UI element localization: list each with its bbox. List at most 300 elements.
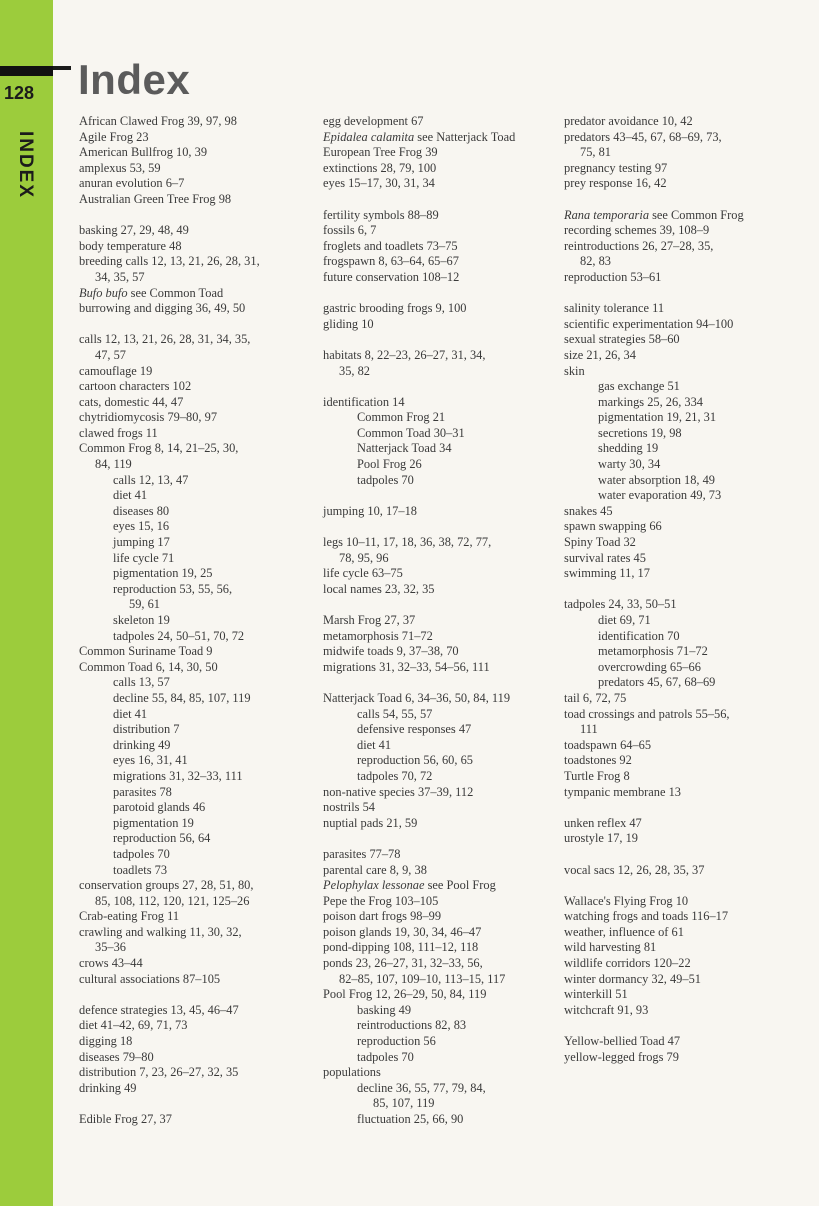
index-entry-text: spawn swapping 66 [564,519,662,534]
index-entry-text: froglets and toadlets 73–75 [323,238,458,253]
index-entry [323,395,555,411]
index-entry-text: migrations 31, 32–33, 54–56, 111 [323,659,490,674]
index-entry-text: shedding 19 [598,441,659,456]
index-entry-text: 35, 82 [339,363,370,378]
index-entry [323,364,555,380]
index-entry [79,1081,304,1097]
index-entry [79,348,304,364]
index-subentry [564,379,804,395]
index-entry [79,1003,304,1019]
index-entry [323,208,555,224]
index-entry-text: reproduction 53, 55, 56, [113,581,233,596]
index-subentry [79,566,304,582]
index-entry-text: eyes 15–17, 30, 31, 34 [323,176,435,191]
index-entry-text: metamorphosis 71–72 [598,644,708,659]
index-entry-text: decline 55, 84, 85, 107, 119 [113,690,251,705]
index-subentry [323,738,555,754]
index-entry-text: 59, 61 [129,597,160,612]
index-entry-text: diet 41 [357,737,392,752]
index-entry [564,254,804,270]
index-entry [564,145,804,161]
index-entry [79,1050,304,1066]
index-entry-text: wildlife corridors 120–22 [564,956,691,971]
index-subentry [79,785,304,801]
index-entry [323,145,555,161]
index-entry [323,254,555,270]
index-entry [564,831,804,847]
title-rule [53,66,71,70]
index-entry-text: 78, 95, 96 [339,550,389,565]
index-entry-text: poison dart frogs 98–99 [323,909,442,924]
index-entry-text: pregnancy testing 97 [564,160,668,175]
index-entry-text: cartoon characters 102 [79,379,192,394]
index-entry-text: digging 18 [79,1034,133,1049]
index-entry-text: populations [323,1065,381,1080]
index-entry-text: tadpoles 70 [357,1049,414,1064]
index-subentry [79,769,304,785]
page-number: 128 [4,83,35,103]
index-subentry [564,488,804,504]
index-entry-text: pigmentation 19 [113,815,194,830]
index-entry-text: swimming 11, 17 [564,566,650,581]
index-subentry [564,660,804,676]
index-letter-group [79,223,304,317]
index-subentry [564,675,804,691]
index-entry [79,254,304,270]
index-entry-text: winterkill 51 [564,987,628,1002]
index-entry-text: Australian Green Tree Frog 98 [79,191,232,206]
index-entry [323,535,555,551]
index-letter-group [564,597,804,800]
index-subentry [564,613,804,629]
index-entry [79,441,304,457]
index-entry [323,582,555,598]
index-subentry [79,582,304,598]
index-entry [79,457,304,473]
index-entry [564,208,804,224]
index-entry-text: gastric brooding frogs 9, 100 [323,301,467,316]
index-letter-group [564,208,804,286]
index-entry-text: wild harvesting 81 [564,940,657,955]
index-entry-text: 85, 108, 112, 120, 121, 125–26 [95,893,250,908]
index-entry-text: jumping 10, 17–18 [323,503,417,518]
index-letter-group [564,1034,804,1065]
index-subentry [323,410,555,426]
side-tab-label: INDEX [15,130,37,200]
index-entry-text: Turtle Frog 8 [564,768,630,783]
index-entry-text: cats, domestic 44, 47 [79,394,184,409]
index-entry [564,332,804,348]
index-entry-text: Pelophylax lessonae [323,878,425,893]
index-entry-text: Marsh Frog 27, 37 [323,613,416,627]
index-entry-text: markings 25, 26, 334 [598,394,703,409]
index-entry [564,519,804,535]
index-entry [79,176,304,192]
index-entry-cross-ref: see Pool Frog [424,878,496,893]
index-subentry [79,722,304,738]
index-entry [564,972,804,988]
index-entry [323,785,555,801]
index-entry-text: nuptial pads 21, 59 [323,815,418,830]
index-entry-cross-ref: see Common Toad [127,285,224,300]
index-subentry [79,675,304,691]
index-entry-text: fertility symbols 88–89 [323,207,439,222]
index-entry-text: pond-dipping 108, 111–12, 118 [323,940,479,955]
index-column-1 [79,114,304,1143]
index-letter-group [323,348,555,379]
index-entry-text: Natterjack Toad 6, 34–36, 50, 84, 119 [323,690,511,705]
index-entry-text: tadpoles 24, 33, 50–51 [564,597,677,612]
index-letter-group [79,1112,304,1128]
index-entry [323,1065,555,1081]
index-letter-group [79,114,304,208]
index-subentry [79,629,304,645]
index-entry-text: gliding 10 [323,316,374,331]
index-entry-text: Crab-eating Frog 11 [79,909,180,924]
index-entry-text: crows 43–44 [79,956,143,971]
index-entry [79,660,304,676]
index-entry-text: identification 70 [598,628,680,643]
index-entry-text: Common Frog 8, 14, 21–25, 30, [79,441,239,456]
index-entry [323,956,555,972]
index-entry [564,722,804,738]
index-letter-group [323,114,555,192]
side-tab-label-wrap [5,110,45,220]
index-entry-text: tympanic membrane 13 [564,784,681,799]
index-entry [79,972,304,988]
index-letter-group [564,863,804,879]
index-entry-text: jumping 17 [113,535,170,550]
index-entry [79,286,304,302]
index-entry [323,504,555,520]
index-entry-text: egg development 67 [323,114,424,128]
index-entry [323,301,555,317]
index-entry [564,504,804,520]
index-entry-text: breeding calls 12, 13, 21, 26, 28, 31, [79,254,260,269]
index-entry [564,940,804,956]
index-subentry [323,722,555,738]
index-subentry [323,1034,555,1050]
index-entry-text: vocal sacs 12, 26, 28, 35, 37 [564,862,705,877]
index-entry-text: calls 54, 55, 57 [357,706,433,721]
index-entry-text: decline 36, 55, 77, 79, 84, [357,1080,486,1095]
index-entry [564,987,804,1003]
index-entry [564,161,804,177]
index-entry-text: poison glands 19, 30, 34, 46–47 [323,924,482,939]
index-entry-text: toad crossings and patrols 55–56, [564,706,730,721]
index-entry-text: pigmentation 19, 25 [113,566,213,581]
index-entry-text: future conservation 108–12 [323,269,460,284]
index-entry [564,597,804,613]
index-entry [79,145,304,161]
index-entry-text: Wallace's Flying Frog 10 [564,893,689,908]
index-entry-text: tadpoles 70 [113,846,170,861]
index-entry-text: Common Toad 30–31 [357,425,465,440]
index-entry-text: diet 69, 71 [598,613,651,627]
index-entry [79,894,304,910]
index-entry [323,644,555,660]
index-entry-text: secretions 19, 98 [598,425,682,440]
index-entry [323,847,555,863]
index-subentry [323,769,555,785]
index-entry [564,691,804,707]
index-subentry [323,707,555,723]
index-subentry [79,847,304,863]
index-entry [564,317,804,333]
index-subentry [323,1003,555,1019]
index-entry-text: Natterjack Toad 34 [357,441,452,456]
index-entry [323,863,555,879]
index-entry-text: overcrowding 65–66 [598,659,701,674]
index-entry-text: 82–85, 107, 109–10, 113–15, 117 [339,971,506,986]
index-entry-text: Common Suriname Toad 9 [79,644,213,659]
index-entry [79,956,304,972]
index-entry-text: diseases 80 [113,503,170,518]
index-entry [564,1034,804,1050]
index-entry-text: recording schemes 39, 108–9 [564,223,710,238]
index-entry-text: midwife toads 9, 37–38, 70 [323,644,459,659]
index-entry-text: toadstones 92 [564,753,632,768]
index-entry-text: life cycle 63–75 [323,566,403,581]
index-entry-text: parental care 8, 9, 38 [323,862,427,877]
index-entry-text: calls 12, 13, 21, 26, 28, 31, 34, 35, [79,332,251,347]
index-subentry [323,1096,555,1112]
index-subentry [79,816,304,832]
index-entry-text: skin [564,363,585,378]
index-entry-text: diet 41 [113,488,148,503]
index-entry-text: Bufo bufo [79,285,128,300]
index-entry-text: water evaporation 49, 73 [598,488,722,503]
index-column-2 [323,114,555,1143]
index-entry-text: size 21, 26, 34 [564,347,636,362]
index-entry [564,114,804,130]
index-entry [79,1034,304,1050]
index-entry [323,161,555,177]
index-entry-text: 75, 81 [580,145,611,160]
index-entry-text: European Tree Frog 39 [323,145,438,160]
index-entry-text: parasites 78 [113,784,172,799]
index-entry-text: Rana temporaria [564,207,650,222]
index-entry [323,940,555,956]
index-letter-group [564,894,804,1019]
index-entry-text: distribution 7, 23, 26–27, 32, 35 [79,1065,239,1080]
index-entry-text: Pool Frog 12, 26–29, 50, 84, 119 [323,987,487,1002]
index-entry [564,785,804,801]
index-subentry [564,473,804,489]
index-entry-text: burrowing and digging 36, 49, 50 [79,301,246,316]
index-subentry [79,597,304,613]
index-entry [323,660,555,676]
index-entry [564,130,804,146]
index-entry [323,894,555,910]
index-entry-text: distribution 7 [113,722,180,737]
index-letter-group [564,114,804,192]
index-entry-text: tadpoles 70 [357,472,414,487]
index-entry [564,863,804,879]
index-entry-text: local names 23, 32, 35 [323,581,435,596]
index-entry-text: salinity tolerance 11 [564,301,665,316]
index-entry-text: fluctuation 25, 66, 90 [357,1112,464,1126]
index-letter-group [323,301,555,332]
index-subentry [323,426,555,442]
index-entry-text: 34, 35, 57 [95,269,145,284]
index-entry [79,644,304,660]
index-entry-text: skeleton 19 [113,613,170,627]
index-entry-text: 85, 107, 119 [373,1096,435,1111]
index-entry-text: tadpoles 70, 72 [357,768,433,783]
index-entry-text: toadlets 73 [113,862,168,877]
index-entry-cross-ref: see Common Frog [649,207,744,222]
index-entry-text: Pool Frog 26 [357,457,422,472]
index-entry-text: scientific experimentation 94–100 [564,316,734,331]
index-entry-text: nostrils 54 [323,800,375,815]
index-entry [323,800,555,816]
index-entry-text: body temperature 48 [79,238,182,253]
index-entry [323,348,555,364]
index-entry [323,909,555,925]
index-entry-text: diseases 79–80 [79,1049,154,1064]
index-entry [323,878,555,894]
index-entry [79,270,304,286]
index-entry [564,223,804,239]
index-entry-text: non-native species 37–39, 112 [323,784,474,799]
index-entry [323,987,555,1003]
index-entry [564,707,804,723]
index-entry [79,426,304,442]
index-entry [564,1003,804,1019]
index-letter-group [323,847,555,1128]
index-entry [323,317,555,333]
index-subentry [323,753,555,769]
index-entry-text: urostyle 17, 19 [564,831,638,846]
index-entry-text: anuran evolution 6–7 [79,176,185,191]
index-entry-text: reintroductions 82, 83 [357,1018,467,1033]
index-entry [79,925,304,941]
index-entry [564,1050,804,1066]
index-entry [323,691,555,707]
index-subentry [79,831,304,847]
index-entry [79,1112,304,1128]
index-entry-text: predators 43–45, 67, 68–69, 73, [564,129,722,144]
index-entry-text: survival rates 45 [564,550,646,565]
index-entry [79,878,304,894]
page-title: Index [78,56,191,103]
index-entry-text: parotoid glands 46 [113,800,206,815]
index-subentry [79,691,304,707]
index-entry [79,161,304,177]
index-entry-text: 84, 119 [95,457,132,472]
index-letter-group [323,691,555,831]
index-subentry [564,426,804,442]
index-letter-group [564,816,804,847]
index-entry-text: warty 30, 34 [598,457,661,472]
index-entry [564,738,804,754]
index-subentry [79,473,304,489]
index-entry-text: drinking 49 [113,737,171,752]
index-entry [564,176,804,192]
index-entry [564,535,804,551]
index-entry-text: predators 45, 67, 68–69 [598,675,716,690]
index-entry-text: fossils 6, 7 [323,223,377,238]
index-entry-text: reproduction 56, 60, 65 [357,753,473,768]
index-entry-text: African Clawed Frog 39, 97, 98 [79,114,237,128]
index-entry [564,270,804,286]
index-entry-text: eyes 15, 16 [113,519,170,534]
index-entry [564,551,804,567]
index-entry-cross-ref: see Natterjack Toad [414,129,516,144]
index-entry [323,551,555,567]
index-entry-text: Yellow-bellied Toad 47 [564,1034,681,1049]
index-letter-group [323,504,555,520]
index-entry [79,909,304,925]
index-entry-text: chytridiomycosis 79–80, 97 [79,410,218,425]
index-subentry [323,473,555,489]
index-subentry [79,551,304,567]
index-entry-text: Pepe the Frog 103–105 [323,893,439,908]
index-subentry [564,395,804,411]
index-entry-text: defence strategies 13, 45, 46–47 [79,1002,239,1017]
index-entry-text: frogspawn 8, 63–64, 65–67 [323,254,459,269]
index-entry [79,332,304,348]
index-entry [564,348,804,364]
index-entry [564,301,804,317]
index-entry-text: prey response 16, 42 [564,176,667,191]
index-entry [323,925,555,941]
index-subentry [79,504,304,520]
index-entry [323,629,555,645]
index-entry [323,176,555,192]
index-subentry [564,441,804,457]
index-subentry [323,1018,555,1034]
index-letter-group [323,535,555,597]
index-entry-text: pigmentation 19, 21, 31 [598,410,717,425]
index-letter-group [323,395,555,489]
index-entry-text: diet 41 [113,706,148,721]
index-entry [323,223,555,239]
index-entry-text: reintroductions 26, 27–28, 35, [564,238,714,253]
index-entry [564,566,804,582]
index-column-3 [564,114,804,1081]
side-bar-rule [0,66,53,76]
index-entry-text: calls 12, 13, 47 [113,472,189,487]
index-entry [79,301,304,317]
index-entry-text: Edible Frog 27, 37 [79,1112,172,1126]
index-entry-text: yellow-legged frogs 79 [564,1049,679,1064]
index-entry [323,239,555,255]
index-subentry [79,863,304,879]
index-entry-text: watching frogs and toads 116–17 [564,909,729,924]
index-entry-text: eyes 16, 31, 41 [113,753,188,768]
index-subentry [564,644,804,660]
index-entry [79,192,304,208]
index-entry-text: unken reflex 47 [564,815,642,830]
index-entry-text: clawed frogs 11 [79,425,158,440]
index-entry [564,816,804,832]
index-subentry [79,800,304,816]
index-entry-text: 47, 57 [95,347,126,362]
index-entry-text: diet 41–42, 69, 71, 73 [79,1018,188,1033]
index-entry-text: snakes 45 [564,503,613,518]
index-entry [564,753,804,769]
index-entry [79,410,304,426]
index-entry-text: metamorphosis 71–72 [323,628,433,643]
index-subentry [79,488,304,504]
index-entry [564,769,804,785]
index-entry-text: drinking 49 [79,1080,137,1095]
index-subentry [323,457,555,473]
index-entry [79,364,304,380]
index-subentry [79,753,304,769]
